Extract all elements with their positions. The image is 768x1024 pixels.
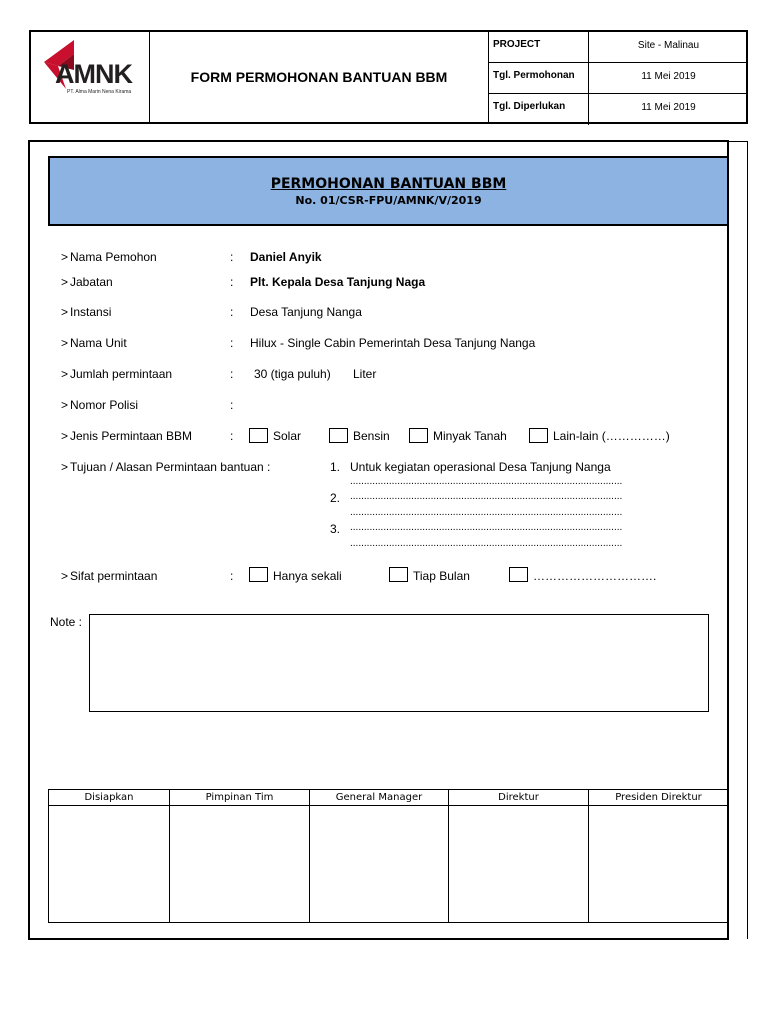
nama-unit-value: Hilux - Single Cabin Pemerintah Desa Tanjung Nanga — [250, 336, 536, 350]
colon: : — [230, 275, 234, 289]
signature-column[interactable] — [49, 790, 170, 922]
jabatan-value: Plt. Kepala Desa Tanjung Naga — [250, 275, 426, 289]
marker: > — [61, 250, 69, 264]
option-label-solar: Solar — [273, 429, 302, 443]
marker: > — [61, 305, 69, 319]
dotted-line[interactable]: .................................................................................................. — [350, 491, 623, 502]
tujuan-number: 3. — [330, 522, 341, 536]
meta-row-tgl-diperlukan — [489, 94, 748, 125]
note-box[interactable] — [89, 614, 709, 712]
dotted-line[interactable]: .................................................................................................. — [350, 522, 623, 533]
tujuan-text: Untuk kegiatan operasional Desa Tanjung Nanga — [350, 460, 611, 474]
tujuan-number: 2. — [330, 491, 341, 505]
frame-edge — [747, 141, 748, 939]
meta-row-project — [489, 32, 748, 63]
checkbox-solar[interactable] — [249, 428, 268, 443]
colon: : — [230, 305, 234, 319]
instansi-value: Desa Tanjung Nanga — [250, 305, 362, 319]
colon: : — [230, 336, 234, 350]
meta-row-tgl-permohonan — [489, 63, 748, 94]
signature-header: Pimpinan Tim — [170, 790, 309, 806]
jumlah-unit: Liter — [353, 367, 377, 381]
option-label-minyak-tanah: Minyak Tanah — [433, 429, 507, 443]
signature-header: General Manager — [310, 790, 448, 806]
signature-header: Direktur — [449, 790, 588, 806]
colon: : — [230, 250, 234, 264]
note-label: Note : — [50, 615, 83, 629]
jabatan-label: Jabatan — [70, 275, 113, 289]
marker: > — [61, 275, 69, 289]
logo-subtext: PT. Alma Marin Nena Kirama — [67, 89, 132, 95]
nama-unit-label: Nama Unit — [70, 336, 127, 350]
colon: : — [230, 367, 234, 381]
signature-column[interactable] — [170, 790, 310, 922]
checkbox-bensin[interactable] — [329, 428, 348, 443]
colon: : — [230, 398, 234, 412]
marker: > — [61, 429, 69, 443]
signature-column[interactable] — [449, 790, 589, 922]
meta-label: Tgl. Diperlukan — [489, 94, 589, 125]
meta-label: PROJECT — [489, 32, 589, 62]
meta-value: Site - Malinau — [637, 40, 700, 51]
signature-table — [48, 789, 729, 923]
form-header — [29, 30, 748, 124]
checkbox-hanya-sekali[interactable] — [249, 567, 268, 582]
signature-header: Presiden Direktur — [589, 790, 728, 806]
option-label-lain-lain: Lain-lain (……………) — [553, 429, 670, 443]
marker: > — [61, 460, 69, 474]
logo-text: AMNK — [55, 59, 132, 89]
tujuan-label: Tujuan / Alasan Permintaan bantuan : — [70, 460, 271, 474]
jenis-label: Jenis Permintaan BBM — [70, 429, 193, 443]
checkbox-lain-lain[interactable] — [529, 428, 548, 443]
tujuan-number: 1. — [330, 460, 341, 474]
signature-column[interactable] — [310, 790, 449, 922]
option-label-other: …………………………. — [533, 569, 657, 583]
checkbox-other[interactable] — [509, 567, 528, 582]
signature-header: Disiapkan — [49, 790, 169, 806]
marker: > — [61, 569, 69, 583]
banner-number: No. 01/CSR-FPU/AMNK/V/2019 — [295, 194, 482, 207]
option-label-bensin: Bensin — [353, 429, 390, 443]
checkbox-tiap-bulan[interactable] — [389, 567, 408, 582]
dotted-line[interactable]: .................................................................................................. — [350, 507, 623, 518]
option-label-hanya-sekali: Hanya sekali — [273, 569, 342, 583]
meta-value: 11 Mei 2019 — [641, 102, 696, 113]
nomor-polisi-label: Nomor Polisi — [70, 398, 139, 412]
jumlah-value: 30 (tiga puluh) — [254, 367, 331, 381]
dotted-line[interactable]: .................................................................................................. — [350, 476, 623, 487]
sifat-label: Sifat permintaan — [70, 569, 158, 583]
signature-column[interactable] — [589, 790, 728, 922]
banner-title: PERMOHONAN BANTUAN BBM — [270, 176, 507, 192]
marker: > — [61, 398, 69, 412]
colon: : — [230, 569, 234, 583]
meta-value: 11 Mei 2019 — [641, 71, 696, 82]
meta-label: Tgl. Permohonan — [489, 63, 589, 93]
form-banner — [48, 156, 729, 226]
colon: : — [230, 429, 234, 443]
instansi-label: Instansi — [70, 305, 112, 319]
jumlah-label: Jumlah permintaan — [70, 367, 173, 381]
dotted-line[interactable]: .................................................................................................. — [350, 538, 623, 549]
nama-pemohon-value: Daniel Anyik — [250, 250, 322, 264]
marker: > — [61, 367, 69, 381]
frame-edge — [729, 141, 748, 142]
form-title: FORM PERMOHONAN BANTUAN BBM — [150, 32, 489, 122]
option-label-tiap-bulan: Tiap Bulan — [413, 569, 470, 583]
nama-pemohon-label: Nama Pemohon — [70, 250, 157, 264]
marker: > — [61, 336, 69, 350]
checkbox-minyak-tanah[interactable] — [409, 428, 428, 443]
logo-cell — [31, 32, 150, 122]
